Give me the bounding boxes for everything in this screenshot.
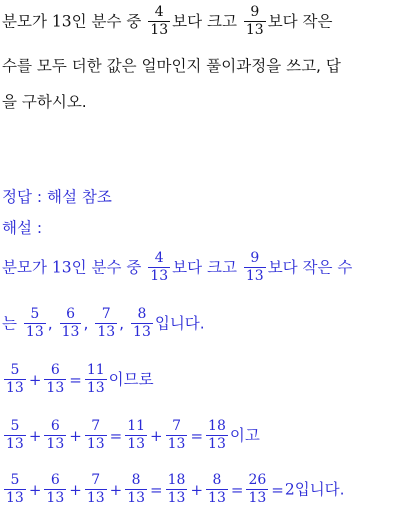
fraction: $\frac{5}{13}$ <box>6 472 24 506</box>
problem-text: 인 분수 중 <box>71 12 147 31</box>
fraction: $\frac{9}{13}$ <box>245 250 264 284</box>
equals-sign: = <box>69 370 82 389</box>
explanation-text: 인 분수 중 <box>71 258 147 277</box>
plus-sign: + <box>28 370 42 389</box>
fraction: $\frac{7}{13}$ <box>97 306 116 340</box>
plus-sign: + <box>109 480 123 499</box>
fraction: $\frac{4}{13}$ <box>150 4 169 38</box>
explanation-text: 이므로 <box>108 370 154 389</box>
fraction: $\frac{9}{13}$ <box>245 4 264 38</box>
fraction: $\frac{11}{13}$ <box>127 418 146 452</box>
plus-sign: + <box>69 426 82 445</box>
fraction: $\frac{7}{13}$ <box>86 472 105 506</box>
explanation-text: 보다 작은 수 <box>267 258 353 277</box>
explanation-text: 는 <box>2 314 17 333</box>
equals-sign: = <box>109 426 123 445</box>
explanation-label: 해설 : <box>2 219 43 237</box>
plus-sign: + <box>28 426 42 445</box>
fraction: $\frac{6}{13}$ <box>46 472 65 506</box>
equals-sign: = <box>230 480 244 499</box>
problem-text: 보다 작은 <box>267 12 333 31</box>
fraction: $\frac{7}{13}$ <box>86 418 105 452</box>
fraction: $\frac{8}{13}$ <box>127 472 146 506</box>
explanation-number: 13 <box>51 258 72 277</box>
explanation-text: 분모가 <box>2 258 52 277</box>
fraction: $\frac{5}{13}$ <box>6 362 24 396</box>
fraction: $\frac{18}{13}$ <box>167 472 186 506</box>
answer-label: 정답 : 해설 참조 <box>2 188 112 206</box>
problem-line-1 <box>2 4 333 39</box>
explanation-line-2 <box>2 306 205 341</box>
problem-number: 13 <box>51 12 72 31</box>
result-value: 2 <box>284 480 295 499</box>
comma: , <box>83 314 89 333</box>
comma: , <box>47 314 53 333</box>
fraction: $\frac{18}{13}$ <box>208 418 226 452</box>
equals-sign: = <box>150 480 163 499</box>
problem-line-3: 을 구하시오. <box>2 93 87 111</box>
equals-sign: = <box>190 426 204 445</box>
problem-text: 보다 크고 <box>172 12 242 31</box>
comma: , <box>119 314 125 333</box>
explanation-line-1 <box>2 250 352 285</box>
fraction: $\frac{4}{13}$ <box>150 250 169 284</box>
fraction: $\frac{7}{13}$ <box>167 418 186 452</box>
fraction: $\frac{6}{13}$ <box>46 418 65 452</box>
fraction: $\frac{5}{13}$ <box>6 418 24 452</box>
equation-2 <box>2 418 260 453</box>
plus-sign: + <box>69 480 82 499</box>
plus-sign: + <box>150 426 163 445</box>
fraction: $\frac{8}{13}$ <box>208 472 226 506</box>
plus-sign: + <box>190 480 204 499</box>
problem-line-2: 수를 모두 더한 값은 얼마인지 풀이과정을 쓰고, 답 <box>2 57 341 75</box>
problem-text: 분모가 <box>2 12 52 31</box>
equation-1 <box>2 362 154 397</box>
fraction: $\frac{6}{13}$ <box>46 362 65 396</box>
explanation-text: 이고 <box>229 426 260 445</box>
explanation-text: 입니다. <box>294 480 345 499</box>
fraction: $\frac{26}{13}$ <box>248 472 267 506</box>
fraction: $\frac{5}{13}$ <box>25 306 44 340</box>
equation-3 <box>2 472 345 507</box>
explanation-text: 보다 크고 <box>172 258 242 277</box>
equals-sign: = <box>271 480 284 499</box>
plus-sign: + <box>28 480 42 499</box>
fraction: $\frac{11}{13}$ <box>86 362 105 396</box>
fraction: $\frac{6}{13}$ <box>61 306 80 340</box>
fraction: $\frac{8}{13}$ <box>133 306 151 340</box>
explanation-text: 입니다. <box>154 314 205 333</box>
